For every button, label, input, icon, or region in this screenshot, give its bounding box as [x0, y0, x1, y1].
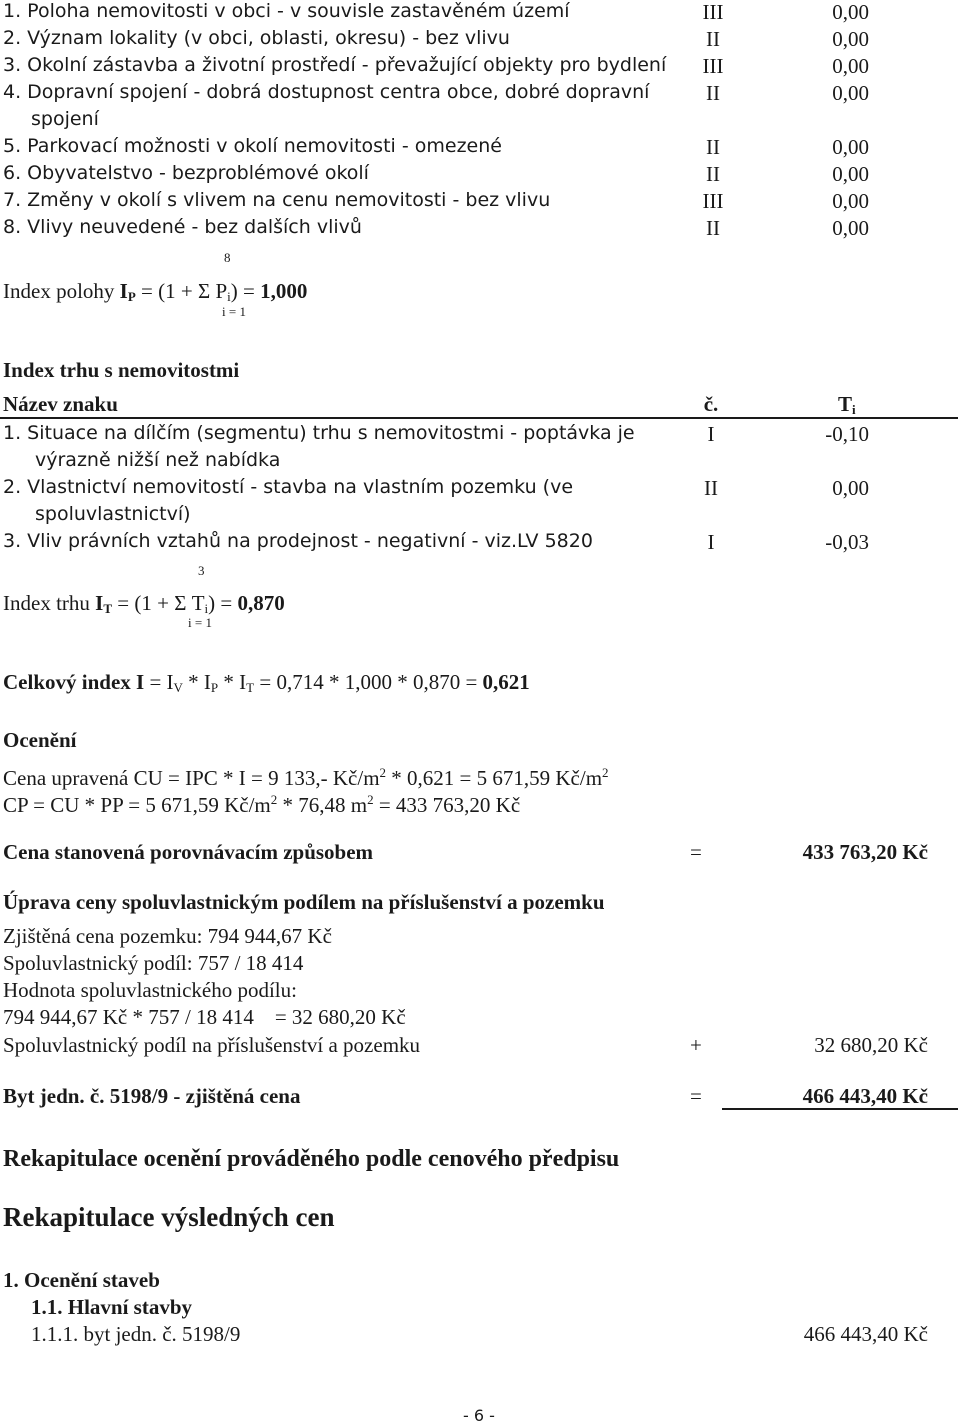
market-item-label-cont: výrazně nižší než nabídka: [35, 449, 281, 471]
location-item-code: III: [702, 189, 724, 213]
location-item-code: II: [706, 27, 720, 51]
flat-price-rule: [722, 1108, 958, 1110]
recap-results-heading: Rekapitulace výsledných cen: [3, 1202, 335, 1232]
sum-upper-limit: 3: [198, 563, 205, 578]
location-item-value: 0,00: [832, 81, 869, 105]
location-item-code: II: [706, 135, 720, 159]
location-item-code: II: [706, 81, 720, 105]
location-item-label: 4. Dopravní spojení - dobrá dostupnost centra obce, dobré dopravní: [3, 81, 650, 103]
market-item-code: II: [704, 476, 718, 500]
share-op: +: [690, 1033, 702, 1057]
summary-l3-value: 466 443,40 Kč: [803, 1322, 928, 1346]
sigma-symbol: Σ: [174, 591, 187, 615]
valuation-line-cu: Cena upravená CU = IPC * I = 9 133,- $Kč/m^2 * 0,621 = 5$ 671,59 $Kč/m^2$: [3, 765, 609, 790]
share-label: Spoluvlastnický podíl na příslušenství a pozemku: [3, 1033, 421, 1057]
comparative-price-label: Cena stanovená porovnávacím způsobem: [3, 840, 374, 864]
summary-l1: 1. Ocenění staveb: [3, 1268, 160, 1292]
location-item-value: 0,00: [832, 216, 869, 240]
market-item-label: 2. Vlastnictví nemovitostí - stavba na vlastním pozemku (ve: [3, 476, 574, 498]
index-trhu-formula: Index trhu $I_T = (1 + \Sigma$ $T_i) = 0,870$: [3, 591, 285, 616]
index-polohy-formula: Index polohy $I_P = (1 + \Sigma$ $P_i) = 1,000$: [3, 279, 308, 304]
market-item-label: 1. Situace na dílčím (segmentu) trhu s nemovitostmi - poptávka je: [3, 422, 635, 444]
valuation-line-cp: CP = CU * PP = 5 671,59 $Kč/m^2 * 76,48$ $m^2 = 433$ 763,20 Kč: [3, 792, 521, 817]
page-number: - 6 -: [463, 1406, 495, 1425]
market-item-label: 3. Vliv právních vztahů na prodejnost - negativní - viz.LV 5820: [3, 530, 593, 552]
location-item-label: 5. Parkovací možnosti v okolí nemovitosti - omezené: [3, 135, 502, 157]
index-polohy-result: 1,000: [260, 279, 308, 303]
flat-price-op: =: [690, 1084, 702, 1108]
location-item-label: 1. Poloha nemovitosti v obci - v souvisle zastavěném území: [3, 0, 570, 22]
sum-lower-limit: i = 1: [222, 304, 246, 319]
share-value: 32 680,20 Kč: [814, 1033, 928, 1057]
col-name-header: Název znaku: [3, 392, 118, 416]
sum-lower-limit: i = 1: [188, 615, 212, 630]
table-header-rule: [0, 417, 958, 419]
col-value-header: $T_i$: [838, 392, 856, 417]
adjustment-line: Hodnota spoluvlastnického podílu:: [3, 978, 297, 1002]
adjustment-line: 794 944,67 Kč * 757 / 18 414 = 32 680,20 Kč: [3, 1005, 406, 1029]
location-item-value: 0,00: [832, 162, 869, 186]
flat-price-value: 466 443,40 Kč: [802, 1084, 928, 1108]
market-heading: Index trhu s nemovitostmi: [3, 358, 240, 382]
market-item-value: -0,10: [825, 422, 869, 446]
location-item-label: 6. Obyvatelstvo - bezproblémové okolí: [3, 162, 369, 184]
market-item-code: I: [707, 530, 715, 554]
comparative-price-op: =: [690, 840, 702, 864]
market-item-value: 0,00: [832, 476, 869, 500]
summary-l3: 1.1.1. byt jedn. č. 5198/9: [31, 1322, 241, 1346]
location-item-label: 7. Změny v okolí s vlivem na cenu nemovitosti - bez vlivu: [3, 189, 551, 211]
location-item-value: 0,00: [832, 189, 869, 213]
market-item-value: -0,03: [825, 530, 869, 554]
valuation-heading: Ocenění: [3, 728, 77, 752]
sigma-symbol: Σ: [197, 279, 211, 303]
location-item-code: II: [706, 216, 720, 240]
location-item-code: II: [706, 162, 720, 186]
location-item-value: 0,00: [832, 135, 869, 159]
location-item-code: III: [702, 54, 724, 78]
location-item-label: 8. Vlivy neuvedené - bez dalších vlivů: [3, 216, 362, 238]
overall-index: Celkový index $I = I_V * I_P * I_T = 0,714 * 1,000 * 0,870 = 0,621$: [3, 670, 530, 695]
location-item-label: 3. Okolní zástavba a životní prostředí - převažující objekty pro bydlení: [3, 54, 667, 76]
overall-index-result: 0,621: [482, 670, 530, 694]
summary-l2: 1.1. Hlavní stavby: [31, 1295, 193, 1319]
adjustment-line: Zjištěná cena pozemku: 794 944,67 Kč: [3, 924, 332, 948]
location-item-value: 0,00: [832, 0, 869, 24]
adjustment-heading: Úprava ceny spoluvlastnickým podílem na příslušenství a pozemku: [3, 890, 605, 914]
comparative-price-value: 433 763,20 Kč: [802, 840, 928, 864]
market-item-label-cont: spoluvlastnictví): [35, 503, 191, 525]
location-item-code: III: [702, 0, 724, 24]
col-code-header: č.: [703, 392, 719, 416]
index-trhu-result: 0,870: [237, 591, 285, 615]
adjustment-line: Spoluvlastnický podíl: 757 / 18 414: [3, 951, 304, 975]
recap-heading: Rekapitulace ocenění prováděného podle cenového předpisu: [3, 1146, 620, 1172]
sum-upper-limit: 8: [224, 250, 231, 265]
flat-price-label: Byt jedn. č. 5198/9 - zjištěná cena: [3, 1084, 301, 1108]
location-item-value: 0,00: [832, 27, 869, 51]
location-item-value: 0,00: [832, 54, 869, 78]
location-item-label-cont: spojení: [31, 108, 99, 130]
location-item-label: 2. Význam lokality (v obci, oblasti, okresu) - bez vlivu: [3, 27, 510, 49]
market-item-code: I: [707, 422, 715, 446]
